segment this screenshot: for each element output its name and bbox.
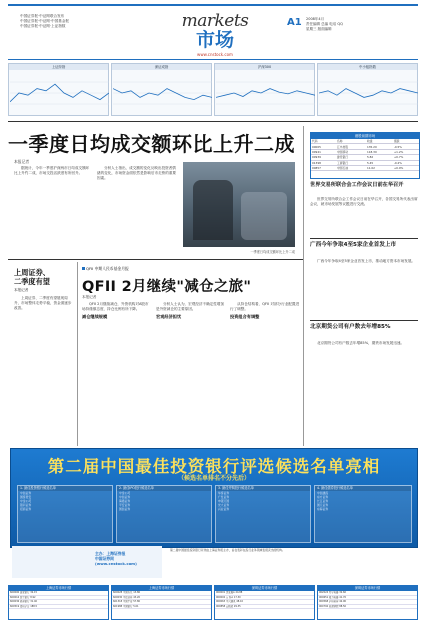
qfii-headline: QFII 2月继续"减仓之旅" bbox=[82, 279, 252, 295]
panel-item: 国信证券 bbox=[119, 507, 131, 511]
table-row: 000001 深发展A 24.88 bbox=[215, 591, 314, 596]
panel-item: 招商证券 bbox=[20, 507, 32, 511]
index-chart bbox=[8, 63, 109, 116]
table-cell: +1.2% bbox=[393, 149, 419, 154]
panel-item: 国泰君安 bbox=[20, 495, 32, 499]
photo-figure bbox=[193, 180, 233, 240]
hk-table bbox=[311, 139, 419, 171]
header-note: 2008年4月 bbox=[306, 17, 325, 21]
panel-heading: 2. 最佳IPO投行候选名单 bbox=[117, 486, 211, 491]
lead-divider bbox=[8, 259, 303, 260]
left-story-headline bbox=[14, 268, 72, 286]
lead-headline: 一季度日均成交额环比上升二成 bbox=[8, 132, 295, 156]
sponsor-line: 中国证券网 bbox=[95, 556, 114, 561]
table-cell: +0.9% bbox=[393, 165, 419, 170]
table-row bbox=[311, 165, 419, 170]
table-cell: 收盘 bbox=[366, 139, 393, 144]
header-note: 中国证券报·中证网·上证指数 bbox=[20, 24, 66, 28]
table-cell: 135.20 bbox=[366, 144, 393, 149]
qfii-paragraph: 从持仓结构看，QFII 对部分行业配置进行了调整。 bbox=[230, 302, 300, 312]
right-paragraph: 北京期货公司有户数去年增85%，期货市场发展迅速。 bbox=[317, 341, 405, 345]
index-chart-title: 上证综指 bbox=[9, 64, 108, 70]
index-chart-title: 深证成指 bbox=[112, 64, 211, 70]
table-cell: 5.82 bbox=[366, 155, 393, 160]
right-headline-2: 广西今年争取4至5家企业首发上市 bbox=[310, 242, 397, 248]
header-note: 星期三 版面编辑 bbox=[306, 27, 332, 31]
table-row: 000568 泸州老窖 42.90 bbox=[318, 600, 417, 605]
banner-subtitle: （候选名单排名不分先后） bbox=[177, 475, 250, 482]
story-kicker: QFII 中期人民币基金月报 bbox=[82, 266, 129, 272]
panel-heading: 3. 最佳并购投行候选名单 bbox=[216, 486, 310, 491]
panel-item: 广发证券 bbox=[218, 495, 230, 499]
panel-item: 中信建投 bbox=[317, 491, 329, 495]
table-row: 601318 中国平安 57.80 bbox=[112, 600, 211, 605]
market-tables bbox=[8, 585, 418, 620]
index-sparkline bbox=[319, 71, 418, 115]
masthead bbox=[175, 12, 255, 50]
qfii-subhead: 减仓继续规模 bbox=[82, 314, 108, 320]
index-chart-title: 中小板指数 bbox=[318, 64, 417, 70]
lead-byline: 本报记者 bbox=[14, 159, 30, 164]
header-right-notes bbox=[306, 17, 418, 32]
column-rule bbox=[303, 126, 304, 446]
table-cell: 5.45 bbox=[366, 160, 393, 165]
right-headline-3: 北京期货公司有户数去年增85% bbox=[310, 324, 391, 330]
sponsor-text: 第二届中国最佳投资银行评选由上海证券报主办，旨在表彰在投行业务领域表现突出的机构。 bbox=[170, 548, 285, 552]
table-cell: 涨跌 bbox=[393, 139, 419, 144]
header-note: 责任编辑 总编 电话 QQ bbox=[306, 22, 343, 26]
qfii-column-3 bbox=[230, 302, 300, 446]
table-row: 600028 中国石化 13.86 bbox=[112, 591, 211, 596]
banner-panel bbox=[17, 485, 113, 543]
market-table-title: 深圳证券市场行情 bbox=[318, 586, 417, 591]
table-row: 000792 盐湖钾肥 88.50 bbox=[318, 605, 417, 610]
table-cell: 中国石油 bbox=[336, 165, 366, 170]
panel-item: 长江证券 bbox=[317, 499, 329, 503]
banner-panel bbox=[215, 485, 311, 543]
qfii-column-1 bbox=[82, 302, 152, 446]
table-row: 000063 中兴通讯 48.10 bbox=[215, 600, 314, 605]
photo-caption: 一季度日均成交额环比上升二成 bbox=[250, 250, 295, 254]
table-cell: 汇丰控股 bbox=[336, 144, 366, 149]
table-cell: 01398 bbox=[311, 160, 336, 165]
lead-column-2 bbox=[97, 166, 177, 256]
table-row: 601988 中国银行 5.01 bbox=[112, 605, 211, 610]
right-story-1-body bbox=[310, 197, 418, 233]
panel-item: 申银万国 bbox=[218, 499, 230, 503]
panel-item: 中信证券 bbox=[119, 495, 131, 499]
index-chart-strip bbox=[8, 63, 418, 116]
index-sparkline bbox=[216, 71, 315, 115]
table-cell: 工商银行 bbox=[336, 160, 366, 165]
table-row: 600036 招商银行 31.40 bbox=[9, 600, 108, 605]
left-story-byline: 本报记者 bbox=[14, 288, 29, 292]
table-cell: 建设银行 bbox=[336, 155, 366, 160]
panel-item: 银河证券 bbox=[20, 503, 32, 507]
sponsor-line: 主办：上海证券报 bbox=[95, 551, 126, 556]
table-row: 600030 中信证券 43.20 bbox=[112, 596, 211, 601]
market-table-title: 深圳证券市场行情 bbox=[215, 586, 314, 591]
table-cell: 00857 bbox=[311, 165, 336, 170]
index-sparkline bbox=[113, 71, 212, 115]
right-divider bbox=[310, 238, 418, 239]
header-divider bbox=[8, 59, 418, 60]
table-cell: 名称 bbox=[336, 139, 366, 144]
panel-item: 华泰证券 bbox=[218, 491, 230, 495]
qfii-subhead: 投资组合有调整 bbox=[230, 314, 260, 320]
qfii-byline: 本报记者 bbox=[82, 295, 97, 299]
market-table bbox=[317, 585, 418, 620]
table-row: 000858 五粮液 29.35 bbox=[215, 605, 314, 610]
table-cell: 代码 bbox=[311, 139, 336, 144]
panel-item: 中金公司 bbox=[119, 491, 131, 495]
right-headline-1: 世界交易所联合会工作会议日前在华召开 bbox=[310, 182, 404, 188]
table-row: 600016 民生银行 8.92 bbox=[9, 596, 108, 601]
header-left-notes bbox=[20, 14, 140, 29]
panel-item: 海通证券 bbox=[119, 499, 131, 503]
left-story-title-line: 二季度有望 bbox=[14, 277, 50, 286]
index-chart bbox=[317, 63, 418, 116]
table-cell: 中国移动 bbox=[336, 149, 366, 154]
qfii-subhead: 宏观经济担忧 bbox=[156, 314, 182, 320]
table-row: 600519 贵州茅台 188.5 bbox=[9, 605, 108, 610]
index-chart bbox=[111, 63, 212, 116]
panel-item: 中金公司 bbox=[20, 499, 32, 503]
website-line: www.cnstock.com bbox=[197, 52, 233, 57]
panel-item: 中信证券 bbox=[20, 491, 32, 495]
banner-panel bbox=[314, 485, 412, 543]
right-story-2-body bbox=[310, 259, 418, 317]
index-line bbox=[113, 89, 212, 100]
hk-table-title: 港股前期市场 bbox=[311, 133, 419, 139]
left-story-title-line: 上周证券、 bbox=[14, 268, 50, 277]
sponsor-line: (www.cnstock.com) bbox=[95, 561, 137, 566]
market-table-title: 上海证券市场行情 bbox=[9, 586, 108, 591]
index-chart-title: 沪深300 bbox=[215, 64, 314, 70]
right-story-3-body bbox=[310, 341, 418, 443]
qfii-column-2 bbox=[156, 302, 226, 446]
lead-paragraph: 据统计，今年一季度沪深两市日均成交额环比上升约二成，市场交投活跃度有所回升。 bbox=[14, 166, 90, 176]
banner-title: 第二届中国最佳投资银行评选候选名单亮相 bbox=[47, 457, 381, 476]
panel-item: 光大证券 bbox=[218, 503, 230, 507]
panel-heading: 1. 最佳投资银行候选名单 bbox=[18, 486, 112, 491]
sponsor-logo bbox=[95, 551, 159, 575]
column-rule bbox=[77, 262, 78, 446]
panel-heading: 4. 最佳债券投行候选名单 bbox=[315, 486, 411, 491]
table-cell: 00941 bbox=[311, 149, 336, 154]
banner-panel bbox=[116, 485, 212, 543]
qfii-paragraph: 分析人士认为，宏观经济不确定性增加是外资减仓的主要原因。 bbox=[156, 302, 225, 312]
left-story-paragraph: 上周证券、二季度有望展现周升，市场整体走势平稳，资金面逐步改善。 bbox=[14, 296, 72, 311]
left-story-body bbox=[14, 296, 74, 446]
panel-item: 东方证券 bbox=[317, 495, 329, 499]
panel-item: 东海证券 bbox=[317, 507, 329, 511]
lead-paragraph: 分析人士指出，成交额的变化反映出投资者情绪的变化，市场资金面依然是影响后市走势的重要因素。 bbox=[97, 166, 177, 181]
right-divider bbox=[310, 320, 418, 321]
page-code: A1 bbox=[287, 17, 302, 28]
table-cell: -0.2% bbox=[393, 160, 419, 165]
section-title-en: markets bbox=[181, 11, 249, 31]
market-table bbox=[8, 585, 109, 620]
market-table bbox=[214, 585, 315, 620]
market-table-title: 上海证券市场行情 bbox=[112, 586, 211, 591]
panel-item: 国元证券 bbox=[317, 503, 329, 507]
hk-market-table bbox=[310, 132, 420, 179]
table-cell: +0.7% bbox=[393, 155, 419, 160]
section-title-zh: 市场 bbox=[195, 29, 234, 51]
table-cell: 118.30 bbox=[366, 149, 393, 154]
panel-item: 平安证券 bbox=[119, 503, 131, 507]
lead-photo bbox=[183, 162, 295, 247]
table-cell: 00939 bbox=[311, 155, 336, 160]
right-paragraph: 世界交易所联合会工作会议日前在华召开，各国交易所代表出席会议，就市场发展等议题进行交流。 bbox=[310, 197, 418, 207]
right-paragraph: 广西今年争取4至5家企业首发上市，推动地方资本市场发展。 bbox=[317, 259, 416, 263]
header-note: 中国证券报·中证网联合发布 bbox=[20, 14, 65, 18]
lead-column-1 bbox=[14, 166, 92, 256]
index-chart bbox=[214, 63, 315, 116]
qfii-paragraph: QFII 2月继续减仓，外资机构对A股市场持谨慎态度，持仓比例有所下降。 bbox=[82, 302, 149, 312]
photo-figure bbox=[241, 192, 287, 240]
index-sparkline bbox=[10, 71, 109, 115]
table-row: 600000 浦发银行 32.15 bbox=[9, 591, 108, 596]
table-cell: 11.02 bbox=[366, 165, 393, 170]
table-row: 000651 格力电器 41.70 bbox=[318, 596, 417, 601]
panel-item: 兴业证券 bbox=[218, 507, 230, 511]
table-row: 000002 万 科A 17.30 bbox=[215, 596, 314, 601]
market-table bbox=[111, 585, 212, 620]
charts-divider bbox=[8, 121, 418, 122]
ranking-banner bbox=[10, 448, 418, 548]
table-cell: -0.5% bbox=[393, 144, 419, 149]
table-cell: 00005 bbox=[311, 144, 336, 149]
table-row: 002024 苏宁电器 32.60 bbox=[318, 591, 417, 596]
header-note: 中国证券报·中证网·中国基金报 bbox=[20, 19, 70, 23]
